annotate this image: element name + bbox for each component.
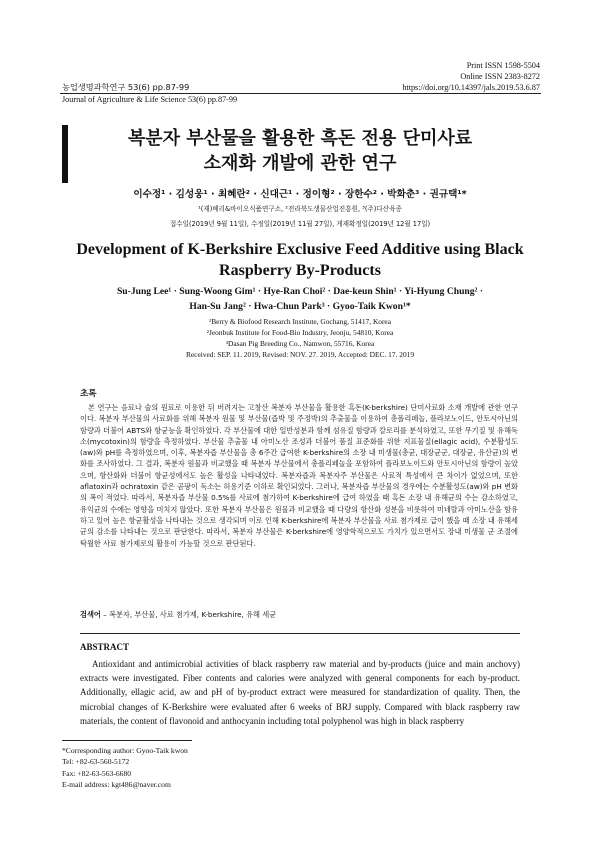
header-divider (60, 93, 541, 94)
affiliation-3: ³Dasan Pig Breeding Co., Namwon, 55716, Korea (225, 339, 375, 348)
print-issn: Print ISSN 1598-5504 (466, 61, 540, 70)
journal-en: Journal of Agriculture & Life Science 53(6) pp.87-99 (62, 95, 238, 104)
english-title-line2: Raspberry By-Products (219, 262, 381, 279)
english-abstract-heading: ABSTRACT (80, 642, 130, 652)
korean-abstract: 본 연구는 음료나 술의 원료로 이용한 뒤 버려지는 고창산 복분자 부산물을 활용한 흑돈(K-berkshire) 단미사료화 소재 개발에 관한 연구이다. 복분자 부산물의 사료화를 위해 복분자 원물 및 부산물(즙박 및 주정박)의 추출물을 이용하여 총폴리페놀, 플라보노이드, 안토시아닌의 함량과 더불어 ABTS와 항균능을 확인하였다. 각 부산물에 대한 일반성분과 함께 섬유질 함량과 칼로리를 분석하였고, 또한 무기질 및 유해독소(mycotoxin)의 함량을 측정하였다. 부산물 추출물 내 아미노산 조성과 더불어 품질 표준화를 위한 지표물질(ellagic acid), 수분활성도(aw)와 pH를 측정하였으며, 이후, 복분자즙 부산물을 총 6주간 급여한 K-berkshire의 소장 내 미생물(총균, 대장균군, 대장균, 유산균)의 변화를 조사하였다. 그 결과, 복분자 원물과 비교했을 때 복분자 부산물에서 총폴리페놀을 포함하여 플라보노이드와 안토시아닌의 함량이 높았으며, 항산화와 더불어 항균성에서도 높은 활성을 나타내었다. 복분자즙과 복분자주 부산물은 사료적 특성에서 큰 차이가 없었으며, 또한 aflatoxin과 ochratoxin 같은 곰팡이 독소는 허용기준 이하로 확인되었다. 그러나, 복분자즙 부산물의 경우에는 수분활성도(aw)와 pH 변화의 폭이 적었다. 따라서, 복분자즙 부산물 0.5%를 사료에 첨가하여 K-berkshire에 급여 하였을 때 흑돈 소장 내 유해균의 수는 감소하였고, 유익균의 수에는 영향을 미치지 않았다. 또한 복분자 부산물은 원물과 비교했을 때 다량의 항산화 성분을 비롯하여 미네랄과 아미노산을 함유하고 있어 높은 항균활성을 나타내는 것으로 생각되며 이로 인해 K-berkshire에 복분자 부산물을 사료 첨가제로 급이 했을 때 소장 내 유해세균의 감소를 나타내는 것으로 판단한다. 따라서, 복분자 부산물은 K-berkshire에 영양학적으로도 가치가 있으면서도 장내 미생물 군 조절에 탁월한 사료 첨가제로의 활용이 가능할 것으로 판단된다. (80, 403, 518, 548)
journal-kr: 농업생명과학연구 53(6) pp.87-99 (62, 82, 190, 92)
affiliation-2: ²Jeonbuk Institute for Food-Bio Industry, Jeonju, 54810, Korea (206, 328, 394, 337)
keywords-label: 검색어 (80, 610, 101, 619)
doi-link[interactable]: https://doi.org/10.14397/jals.2019.53.6.87 (402, 83, 540, 92)
footnote-email[interactable]: E-mail address: kgt486@naver.com (62, 780, 171, 790)
footnote-divider (62, 740, 192, 741)
keywords-list: – 복분자, 부산물, 사료 첨가제, K-berkshire, 유해 세균 (100, 610, 277, 619)
issn-doi-block (402, 60, 540, 93)
affiliation-1: ¹Berry & Biofood Research Institute, Gochang, 51417, Korea (208, 317, 391, 326)
english-authors-line1: Su-Jung Lee¹ · Sung-Woong Gim¹ · Hye-Ran Choi² · Dae-keun Shin¹ · Yi-Hyung Chung² · (116, 286, 484, 297)
footnote-fax: Fax: +82-63-563-6680 (62, 768, 132, 778)
english-abstract: Antioxidant and antimicrobial activities of black raspberry raw material and by-products (juice and main anchovy) extracts were investigated. Fiber contents and calories were analyzed with general components for each by-product. Additionally, ellagic acid, aw and pH of by-product extract were measured for standardization of quality. Then, the microbial changes of K-Berkshire were evaluated after 6 weeks of BRJ supply. Compared with black raspberry raw materials, the content of flavonoid and anthocyanin including total polyphenol was high in black raspberry (80, 659, 520, 726)
english-title (70, 239, 530, 281)
korean-title (70, 126, 530, 176)
korean-title-line1: 복분자 부산물을 활용한 흑돈 전용 단미사료 (127, 128, 473, 149)
english-affiliations (70, 316, 530, 349)
korean-authors: 이수정¹ · 김성웅¹ · 최혜란² · 신대근¹ · 정이형² · 장한수² · 박화춘³ · 권규택¹* (133, 189, 467, 200)
korean-title-line2: 소재화 개발에 관한 연구 (203, 153, 397, 174)
english-dates: Received: SEP. 11. 2019, Revised: NOV. 27. 2019, Accepted: DEC. 17. 2019 (185, 350, 415, 359)
korean-affiliations: ¹(재)베리&바이오식품연구소, ²전라북도생물산업진흥원, ³(주)다산육종 (198, 205, 402, 213)
title-accent-bar (62, 125, 68, 183)
english-title-line1: Development of K-Berkshire Exclusive Feed Additive using Black (76, 241, 524, 258)
keywords (80, 610, 276, 620)
footnote (62, 745, 188, 791)
korean-dates: 접수일(2019년 9월 11일), 수정일(2019년 11월 27일), 게재확정일(2019년 12월 17일) (169, 220, 431, 228)
online-issn: Online ISSN 2383-8272 (460, 72, 540, 81)
korean-abstract-heading: 초록 (80, 389, 97, 399)
english-authors-line2: Han-Su Jang² · Hwa-Chun Park³ · Gyoo-Taik Kwon¹* (189, 301, 411, 312)
footnote-tel: Tel: +82-63-560-5172 (62, 757, 130, 767)
section-divider (80, 633, 520, 634)
corresponding-author: *Corresponding author: Gyoo-Taik kwon (62, 746, 188, 755)
english-authors (70, 284, 530, 314)
